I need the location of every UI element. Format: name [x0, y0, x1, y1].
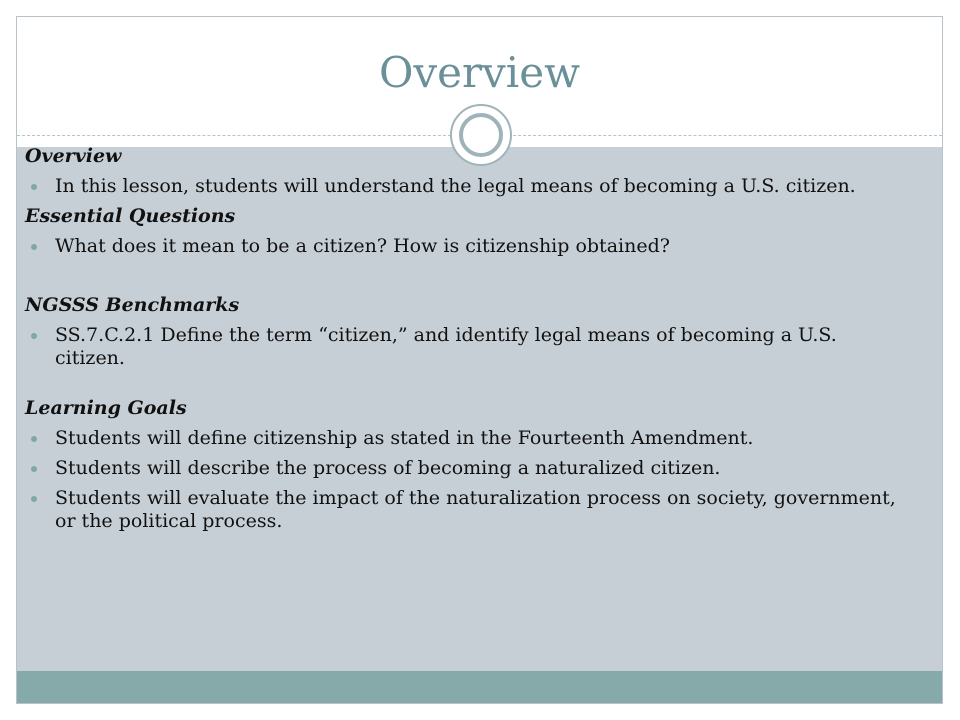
section-heading: Learning Goals	[25, 397, 187, 419]
bullet-text: Students will describe the process of becoming a naturalized citizen.	[55, 457, 721, 479]
list-item	[25, 324, 905, 370]
bullet-text: Students will evaluate the impact of the naturalization process on society, government, or the political process.	[55, 487, 896, 532]
slide-title: Overview	[378, 48, 581, 97]
section-essential-questions	[25, 205, 905, 228]
slide-content	[25, 145, 905, 533]
bullet-text: SS.7.C.2.1 Define the term “citizen,” and identify legal means of becoming a U.S. citizen.	[55, 324, 837, 369]
list-item	[25, 235, 905, 258]
section-overview	[25, 145, 905, 168]
bullet-dot-icon	[31, 333, 37, 339]
bullet-text: What does it mean to be a citizen? How is citizenship obtained?	[55, 235, 670, 257]
list-item	[25, 175, 905, 198]
bullet-dot-icon	[31, 436, 37, 442]
bullet-text: In this lesson, students will understand the legal means of becoming a U.S. citizen.	[55, 175, 856, 197]
list-item	[25, 457, 905, 480]
bullet-dot-icon	[31, 466, 37, 472]
section-bullets	[25, 324, 905, 370]
footer-band	[17, 671, 942, 704]
section-learning-goals	[25, 397, 905, 420]
bullet-dot-icon	[31, 184, 37, 190]
section-bullets	[25, 427, 905, 533]
list-item	[25, 427, 905, 450]
list-item	[25, 487, 905, 533]
section-heading: NGSSS Benchmarks	[25, 294, 240, 316]
section-heading: Overview	[25, 145, 122, 167]
section-heading: Essential Questions	[25, 205, 236, 227]
section-bullets	[25, 235, 905, 258]
section-ngsss-benchmarks	[25, 294, 905, 317]
bullet-dot-icon	[31, 496, 37, 502]
bullet-dot-icon	[31, 244, 37, 250]
bullet-text: Students will define citizenship as stated in the Fourteenth Amendment.	[55, 427, 754, 449]
section-bullets	[25, 175, 905, 198]
